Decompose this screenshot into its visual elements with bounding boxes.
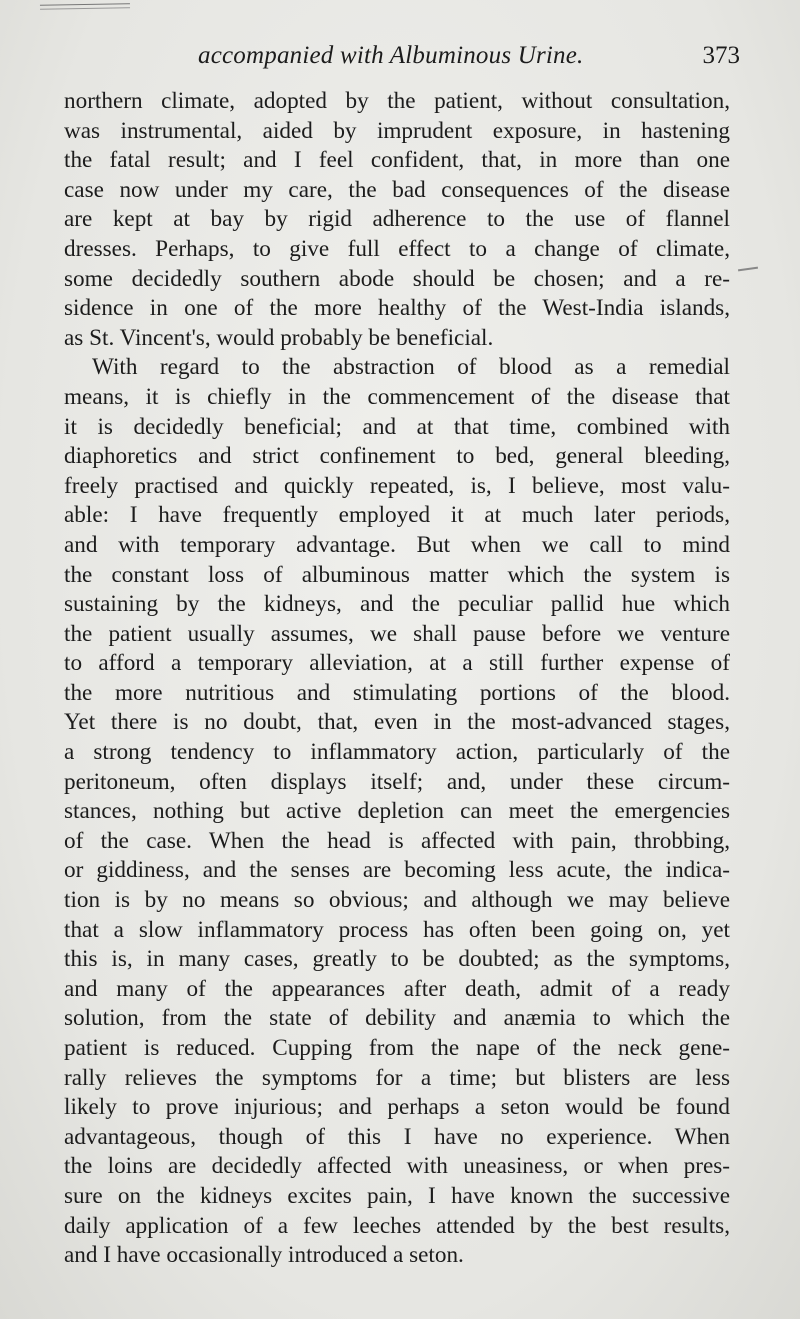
text-line: case now under my care, the bad consequences of the disease xyxy=(64,176,730,203)
text-line: and I have occasionally introduced a seton. xyxy=(64,1242,464,1269)
text-line: the loins are decidedly affected with uneasiness, or when pres- xyxy=(64,1153,730,1180)
text-line: daily application of a few leeches attended by the best results, xyxy=(64,1212,730,1239)
text-line: stances, nothing but active depletion can meet the emergencies xyxy=(64,798,730,825)
text-line: sure on the kidneys excites pain, I have known the successive xyxy=(64,1182,730,1209)
text-line: sidence in one of the more healthy of the West-India islands, xyxy=(64,295,730,322)
text-line: are kept at bay by rigid adherence to the use of flannel xyxy=(64,206,730,233)
text-line: to afford a temporary alleviation, at a still further expense of xyxy=(64,650,730,677)
text-line: patient is reduced. Cupping from the nape of the neck gene- xyxy=(64,1035,730,1061)
text-line: rally relieves the symptoms for a time; but blisters are less xyxy=(64,1064,730,1091)
text-line: it is decidedly beneficial; and at that time, combined with xyxy=(64,413,730,440)
page-header xyxy=(60,42,740,76)
text-line: the fatal result; and I feel confident, that, in more than one xyxy=(64,147,730,174)
text-line: means, it is chiefly in the commencement of the disease that xyxy=(64,383,730,410)
text-line: peritoneum, often displays itself; and, under these circum- xyxy=(64,768,730,795)
text-line: of the case. When the head is affected with pain, throbbing, xyxy=(64,827,730,854)
text-line: With regard to the abstraction of blood as a remedial xyxy=(92,354,730,381)
text-line: sustaining by the kidneys, and the peculiar pallid hue which xyxy=(64,591,730,618)
text-line: the constant loss of albuminous matter which the system is xyxy=(64,561,730,588)
page-number: 373 xyxy=(702,42,740,69)
text-line: or giddiness, and the senses are becoming less acute, the indica- xyxy=(64,857,730,884)
text-line: able: I have frequently employed it at much later periods, xyxy=(64,502,730,529)
page-edge-mark xyxy=(40,3,130,10)
text-line: tion is by no means so obvious; and although we may believe xyxy=(64,887,730,914)
text-line: that a slow inflammatory process has often been going on, yet xyxy=(64,916,730,943)
text-line: the patient usually assumes, we shall pause before we venture xyxy=(64,620,730,647)
text-line: northern climate, adopted by the patient, without consultation, xyxy=(64,88,730,114)
margin-pencil-mark xyxy=(738,267,758,272)
text-line: the more nutritious and stimulating portions of the blood. xyxy=(64,679,730,706)
text-line: and many of the appearances after death, admit of a ready xyxy=(64,975,730,1002)
text-line: dresses. Perhaps, to give full effect to a change of climate, xyxy=(64,235,730,262)
text-line: freely practised and quickly repeated, is, I believe, most valu- xyxy=(64,472,730,499)
text-line: Yet there is no doubt, that, even in the most-advanced stages, xyxy=(64,709,730,736)
text-line: and with temporary advantage. But when we call to mind xyxy=(64,531,730,558)
text-line: was instrumental, aided by imprudent exposure, in hastening xyxy=(64,117,730,144)
text-line: some decidedly southern abode should be chosen; and a re- xyxy=(64,265,730,292)
text-line: this is, in many cases, greatly to be doubted; as the symptoms, xyxy=(64,946,730,973)
text-line: advantageous, though of this I have no experience. When xyxy=(64,1123,730,1150)
text-line: as St. Vincent's, would probably be beneficial. xyxy=(64,324,494,351)
text-line: solution, from the state of debility and anæmia to which the xyxy=(64,1005,730,1032)
text-line: a strong tendency to inflammatory action, particularly of the xyxy=(64,739,730,766)
running-head: accompanied with Albuminous Urine. xyxy=(198,42,584,69)
body-text xyxy=(64,87,730,1271)
text-line: likely to prove injurious; and perhaps a seton would be found xyxy=(64,1094,730,1121)
text-line: diaphoretics and strict confinement to bed, general bleeding, xyxy=(64,443,730,470)
